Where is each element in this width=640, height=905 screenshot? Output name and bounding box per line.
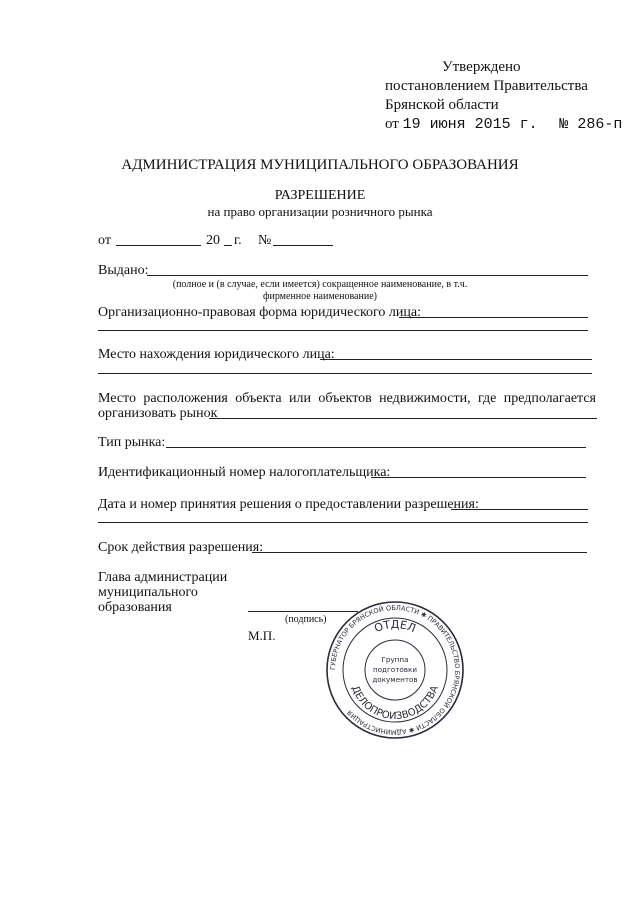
- stamp-center-2: подготовки: [372, 665, 418, 674]
- market-type-blank: [166, 447, 586, 448]
- issued-note-2: фирменное наименование): [263, 291, 377, 302]
- document-title: РАЗРЕШЕНИЕ: [274, 188, 366, 203]
- approval-block: [385, 58, 622, 134]
- issued-label: Выдано:: [98, 263, 149, 278]
- org-title: АДМИНИСТРАЦИЯ МУНИЦИПАЛЬНОГО ОБРАЗОВАНИЯ: [121, 157, 519, 173]
- stamp-center-1: Группа: [381, 655, 409, 664]
- head-title-line-3: образования: [98, 600, 172, 615]
- location-blank-1: [320, 359, 592, 360]
- document-subtitle: на право организации розничного рынка: [207, 204, 433, 219]
- validity-blank: [252, 552, 587, 553]
- market-type-label: Тип рынка:: [98, 435, 166, 450]
- location-label: Место нахождения юридического лица:: [98, 347, 335, 362]
- issued-blank: [147, 275, 588, 276]
- inn-label: Идентификационный номер налогоплательщика:: [98, 465, 391, 480]
- signature-note: (подпись): [285, 614, 327, 625]
- issued-note-1: (полное и (в случае, если имеется) сокращенное наименование, в т.ч.: [172, 279, 468, 290]
- decision-blank-1: [451, 509, 588, 510]
- stamp-seal-icon: [325, 600, 465, 740]
- decision-label: Дата и номер принятия решения о предоставлении разрешения:: [98, 497, 479, 512]
- location-blank-2: [98, 373, 592, 374]
- object-location-blank: [209, 418, 597, 419]
- approval-line-2: постановлением Правительства: [385, 78, 588, 94]
- seal-place-label: М.П.: [248, 628, 276, 643]
- validity-label: Срок действия разрешения:: [98, 540, 264, 555]
- object-location-line-1: Место расположения объекта или объектов недвижимости, где предполагается: [98, 391, 596, 406]
- approval-date-line: [385, 115, 622, 134]
- approval-number: № 286-п: [559, 116, 623, 133]
- legal-form-blank-2: [98, 330, 588, 331]
- object-location-line-2: организовать рынок: [98, 406, 218, 421]
- head-title-line-1: Глава администрации: [98, 570, 228, 585]
- approval-line-3: Брянской области: [385, 97, 499, 113]
- approval-line-1: Утверждено: [442, 59, 521, 75]
- date-from-label: от: [98, 233, 111, 248]
- number-sign: №: [258, 233, 272, 248]
- approval-date: 19 июня 2015 г.: [402, 116, 538, 133]
- approval-date-prefix: от: [385, 116, 399, 132]
- legal-form-label: Организационно-правовая форма юридического лица:: [98, 305, 422, 320]
- year-blank: [224, 245, 232, 246]
- number-blank: [273, 245, 333, 246]
- legal-form-blank-1: [399, 317, 588, 318]
- date-blank: [116, 245, 201, 246]
- round-stamp: [325, 600, 465, 740]
- head-title-line-2: муниципального: [98, 585, 198, 600]
- stamp-arc-top: ОТДЕЛ: [372, 617, 418, 636]
- year-suffix: г.: [234, 233, 242, 248]
- year-prefix: 20: [206, 233, 220, 248]
- stamp-outer-text: ГУБЕРНАТОР БРЯНСКОЙ ОБЛАСТИ ✱ ПРАВИТЕЛЬСТВО БРЯНСКОЙ ОБЛАСТИ ✱ АДМИНИСТРАЦИЯ: [328, 603, 462, 737]
- stamp-center-3: документов: [372, 675, 418, 684]
- inn-blank: [371, 477, 586, 478]
- decision-blank-2: [98, 522, 588, 523]
- stamp-arc-bottom: ДЕЛОПРОИЗВОДСТВА: [349, 684, 441, 723]
